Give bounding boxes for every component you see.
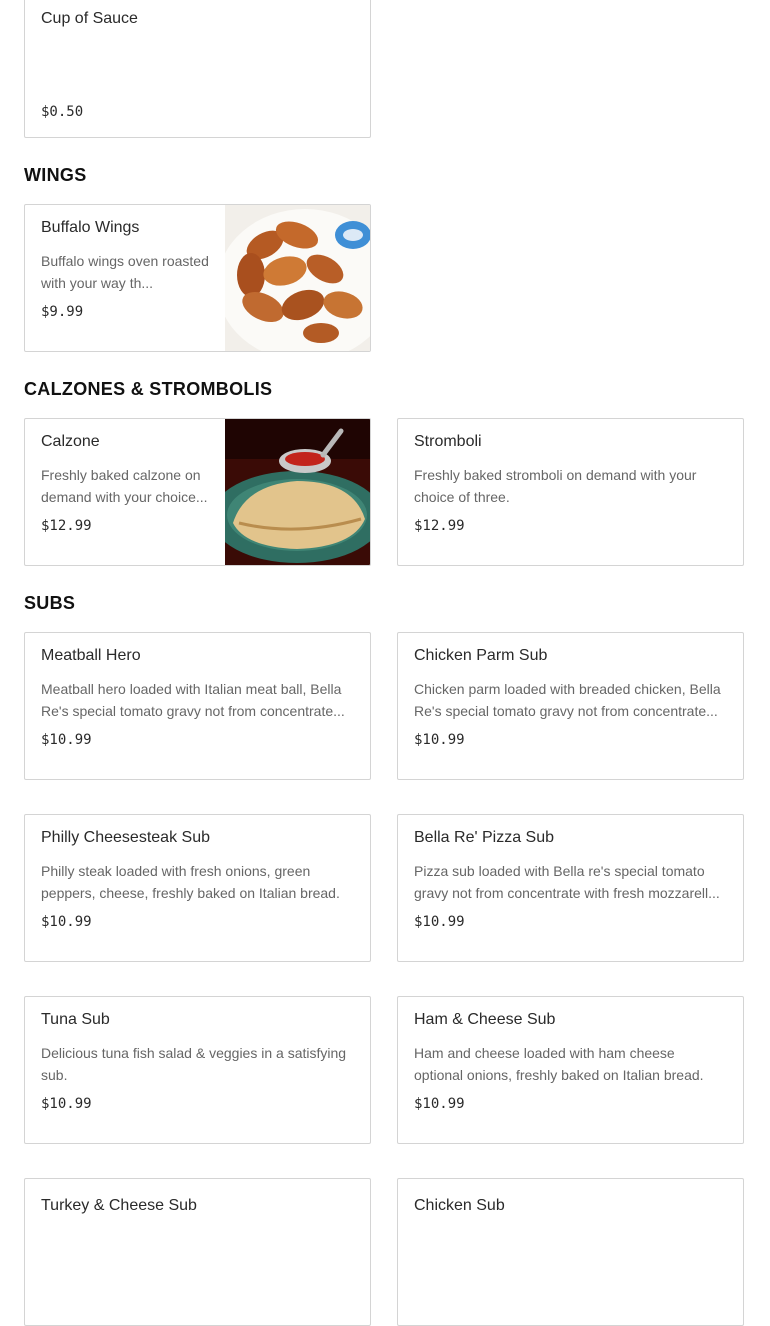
item-name: Turkey & Cheese Sub <box>41 1197 197 1214</box>
item-description: Philly steak loaded with fresh onions, green peppers, cheese, freshly baked on Italian bread. <box>41 863 340 901</box>
item-name: Ham & Cheese Sub <box>414 1011 556 1028</box>
item-price: $12.99 <box>414 518 465 534</box>
menu-item-chicken-parm-sub[interactable] <box>397 632 744 780</box>
item-description: Buffalo wings oven roasted with your way th... <box>41 253 209 291</box>
item-name: Cup of Sauce <box>41 10 138 27</box>
item-price: $0.50 <box>41 104 84 120</box>
buffalo-wings-photo <box>225 205 370 352</box>
item-name: Tuna Sub <box>41 1011 110 1028</box>
menu-item-philly-cheesesteak-sub[interactable] <box>24 814 371 962</box>
item-name: Chicken Parm Sub <box>414 647 548 664</box>
item-name: Meatball Hero <box>41 647 141 664</box>
menu-item-tuna-sub[interactable] <box>24 996 371 1144</box>
section-title-subs: SUBS <box>24 593 76 613</box>
item-description: Freshly baked stromboli on demand with your choice of three. <box>414 467 697 505</box>
item-name: Bella Re' Pizza Sub <box>414 829 555 846</box>
item-price: $10.99 <box>41 914 92 930</box>
item-price: $9.99 <box>41 304 84 320</box>
item-name: Philly Cheesesteak Sub <box>41 829 210 846</box>
item-name: Chicken Sub <box>414 1197 505 1214</box>
menu-item-stromboli[interactable] <box>397 418 744 566</box>
item-price: $10.99 <box>414 914 465 930</box>
item-description: Chicken parm loaded with breaded chicken, Bella Re's special tomato gravy not from concentrate... <box>414 681 721 719</box>
item-price: $10.99 <box>41 1096 92 1112</box>
section-title-calzones-strombolis: CALZONES & STROMBOLIS <box>24 379 273 399</box>
menu-item-buffalo-wings[interactable] <box>24 204 371 352</box>
item-price: $10.99 <box>414 1096 465 1112</box>
item-description: Meatball hero loaded with Italian meat ball, Bella Re's special tomato gravy not from concentrate... <box>41 681 345 719</box>
item-price: $12.99 <box>41 518 92 534</box>
menu-item-cup-of-sauce[interactable] <box>24 0 371 138</box>
menu-item-turkey-cheese-sub[interactable] <box>24 1178 371 1326</box>
item-name: Buffalo Wings <box>41 219 140 236</box>
item-description: Freshly baked calzone on demand with your choice... <box>41 467 208 505</box>
item-description: Pizza sub loaded with Bella re's special tomato gravy not from concentrate with fresh mozzarell... <box>414 863 720 901</box>
item-name: Calzone <box>41 433 100 450</box>
item-name: Stromboli <box>414 433 482 450</box>
item-description: Ham and cheese loaded with ham cheese optional onions, freshly baked on Italian bread. <box>414 1045 704 1083</box>
calzone-photo <box>225 419 370 566</box>
menu-item-ham-cheese-sub[interactable] <box>397 996 744 1144</box>
menu-item-meatball-hero[interactable] <box>24 632 371 780</box>
menu-item-bella-re-pizza-sub[interactable] <box>397 814 744 962</box>
item-price: $10.99 <box>414 732 465 748</box>
item-description: Delicious tuna fish salad & veggies in a satisfying sub. <box>41 1045 347 1083</box>
section-title-wings: WINGS <box>24 165 87 185</box>
menu-item-chicken-sub[interactable] <box>397 1178 744 1326</box>
item-price: $10.99 <box>41 732 92 748</box>
menu-item-calzone[interactable] <box>24 418 371 566</box>
